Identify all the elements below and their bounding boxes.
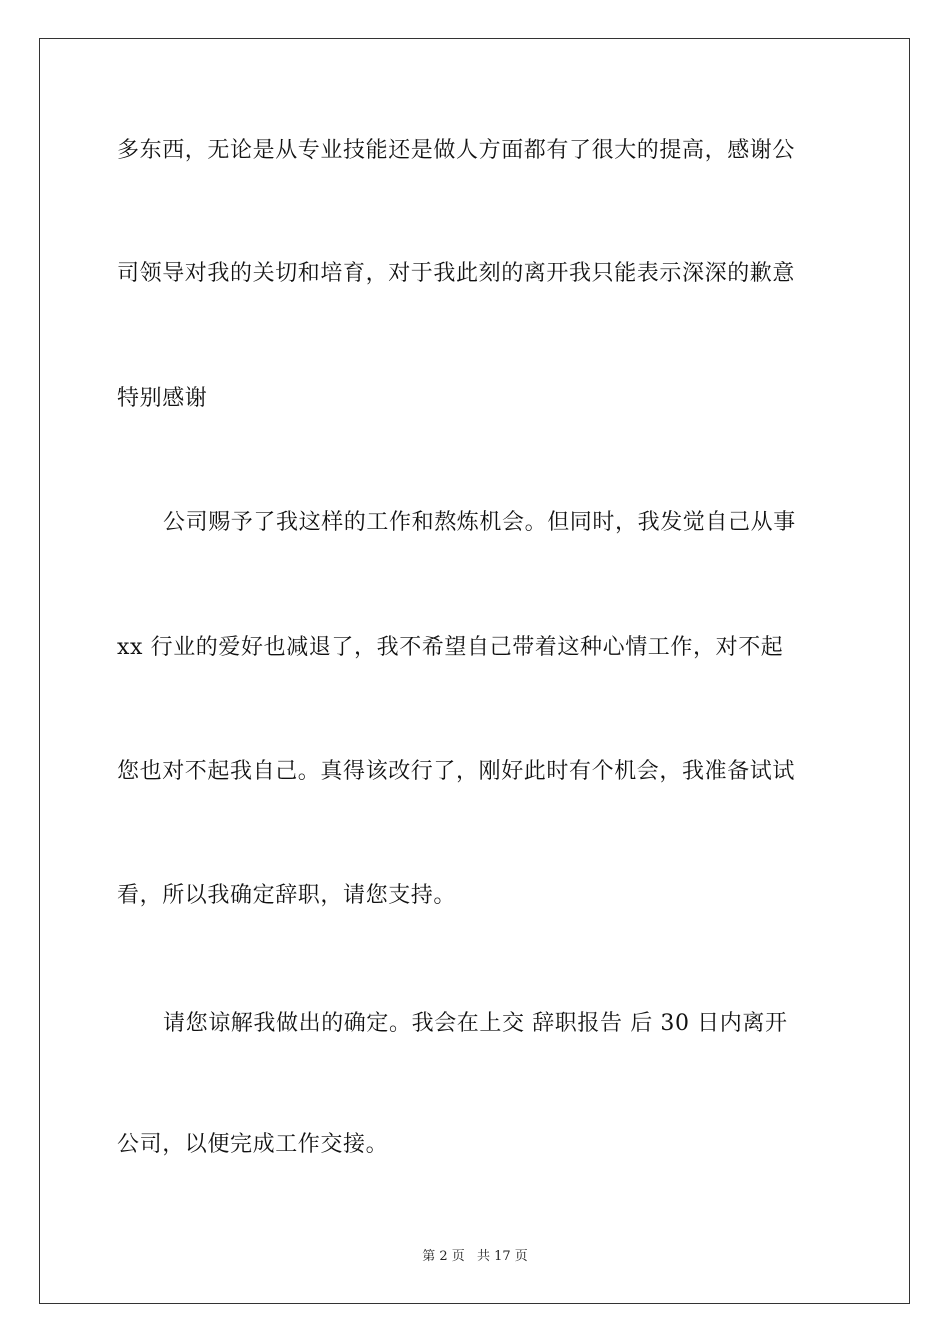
- page-total: 共 17 页: [476, 1249, 528, 1264]
- page-border: [39, 38, 910, 1304]
- page-footer: [0, 1245, 950, 1264]
- body-line-9: 公司，以便完成工作交接。: [117, 1132, 389, 1157]
- body-line-4: 公司赐予了我这样的工作和熬炼机会。但同时，我发觉自己从事: [163, 510, 796, 535]
- body-line-7: 看，所以我确定辞职，请您支持。: [117, 883, 457, 908]
- body-line-8: 请您谅解我做出的确定。我会在上交 辞职报告 后 30 日内离开: [163, 1011, 788, 1036]
- body-line-3: 特别感谢: [117, 386, 208, 411]
- body-line-2: 司领导对我的关切和培育，对于我此刻的离开我只能表示深深的歉意: [117, 261, 796, 286]
- body-line-5: xx 行业的爱好也减退了，我不希望自己带着这种心情工作，对不起: [117, 635, 784, 660]
- body-line-1: 多东西，无论是从专业技能还是做人方面都有了很大的提高，感谢公: [117, 138, 796, 163]
- page-number: 第 2 页: [422, 1249, 465, 1264]
- body-line-6: 您也对不起我自己。真得该改行了，刚好此时有个机会，我准备试试: [117, 759, 796, 784]
